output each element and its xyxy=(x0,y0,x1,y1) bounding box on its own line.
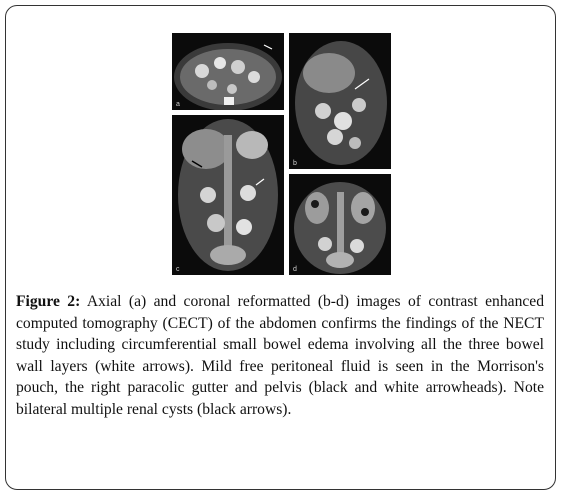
panel-label-c: c xyxy=(176,266,180,273)
panel-label-d: d xyxy=(293,266,297,273)
caption-label: Figure 2: xyxy=(16,293,81,310)
ct-panel-c xyxy=(172,115,284,275)
ct-panel-b xyxy=(289,33,391,169)
ct-image-c xyxy=(172,115,284,275)
figure-caption xyxy=(16,291,544,421)
ct-panel-a xyxy=(172,33,284,110)
ct-image-d xyxy=(289,174,391,275)
ct-panel-d xyxy=(289,174,391,275)
ct-image-b xyxy=(289,33,391,169)
panel-label-a: a xyxy=(176,101,180,108)
caption-text: Axial (a) and coronal reformatted (b-d) images of contrast enhanced computed tomography (CECT) of the abdomen confirms the findings of the NECT study including circumferential small bowel edema involving all the three bowel wall layers (white arrows). Mild free peritoneal fluid is seen in the Morrison's pouch, the right paracolic gutter and pelvis (black and white arrowheads). Note bilateral multiple renal cysts (black arrows). xyxy=(16,293,545,418)
panel-label-b: b xyxy=(293,160,297,167)
ct-image-a xyxy=(172,33,284,110)
